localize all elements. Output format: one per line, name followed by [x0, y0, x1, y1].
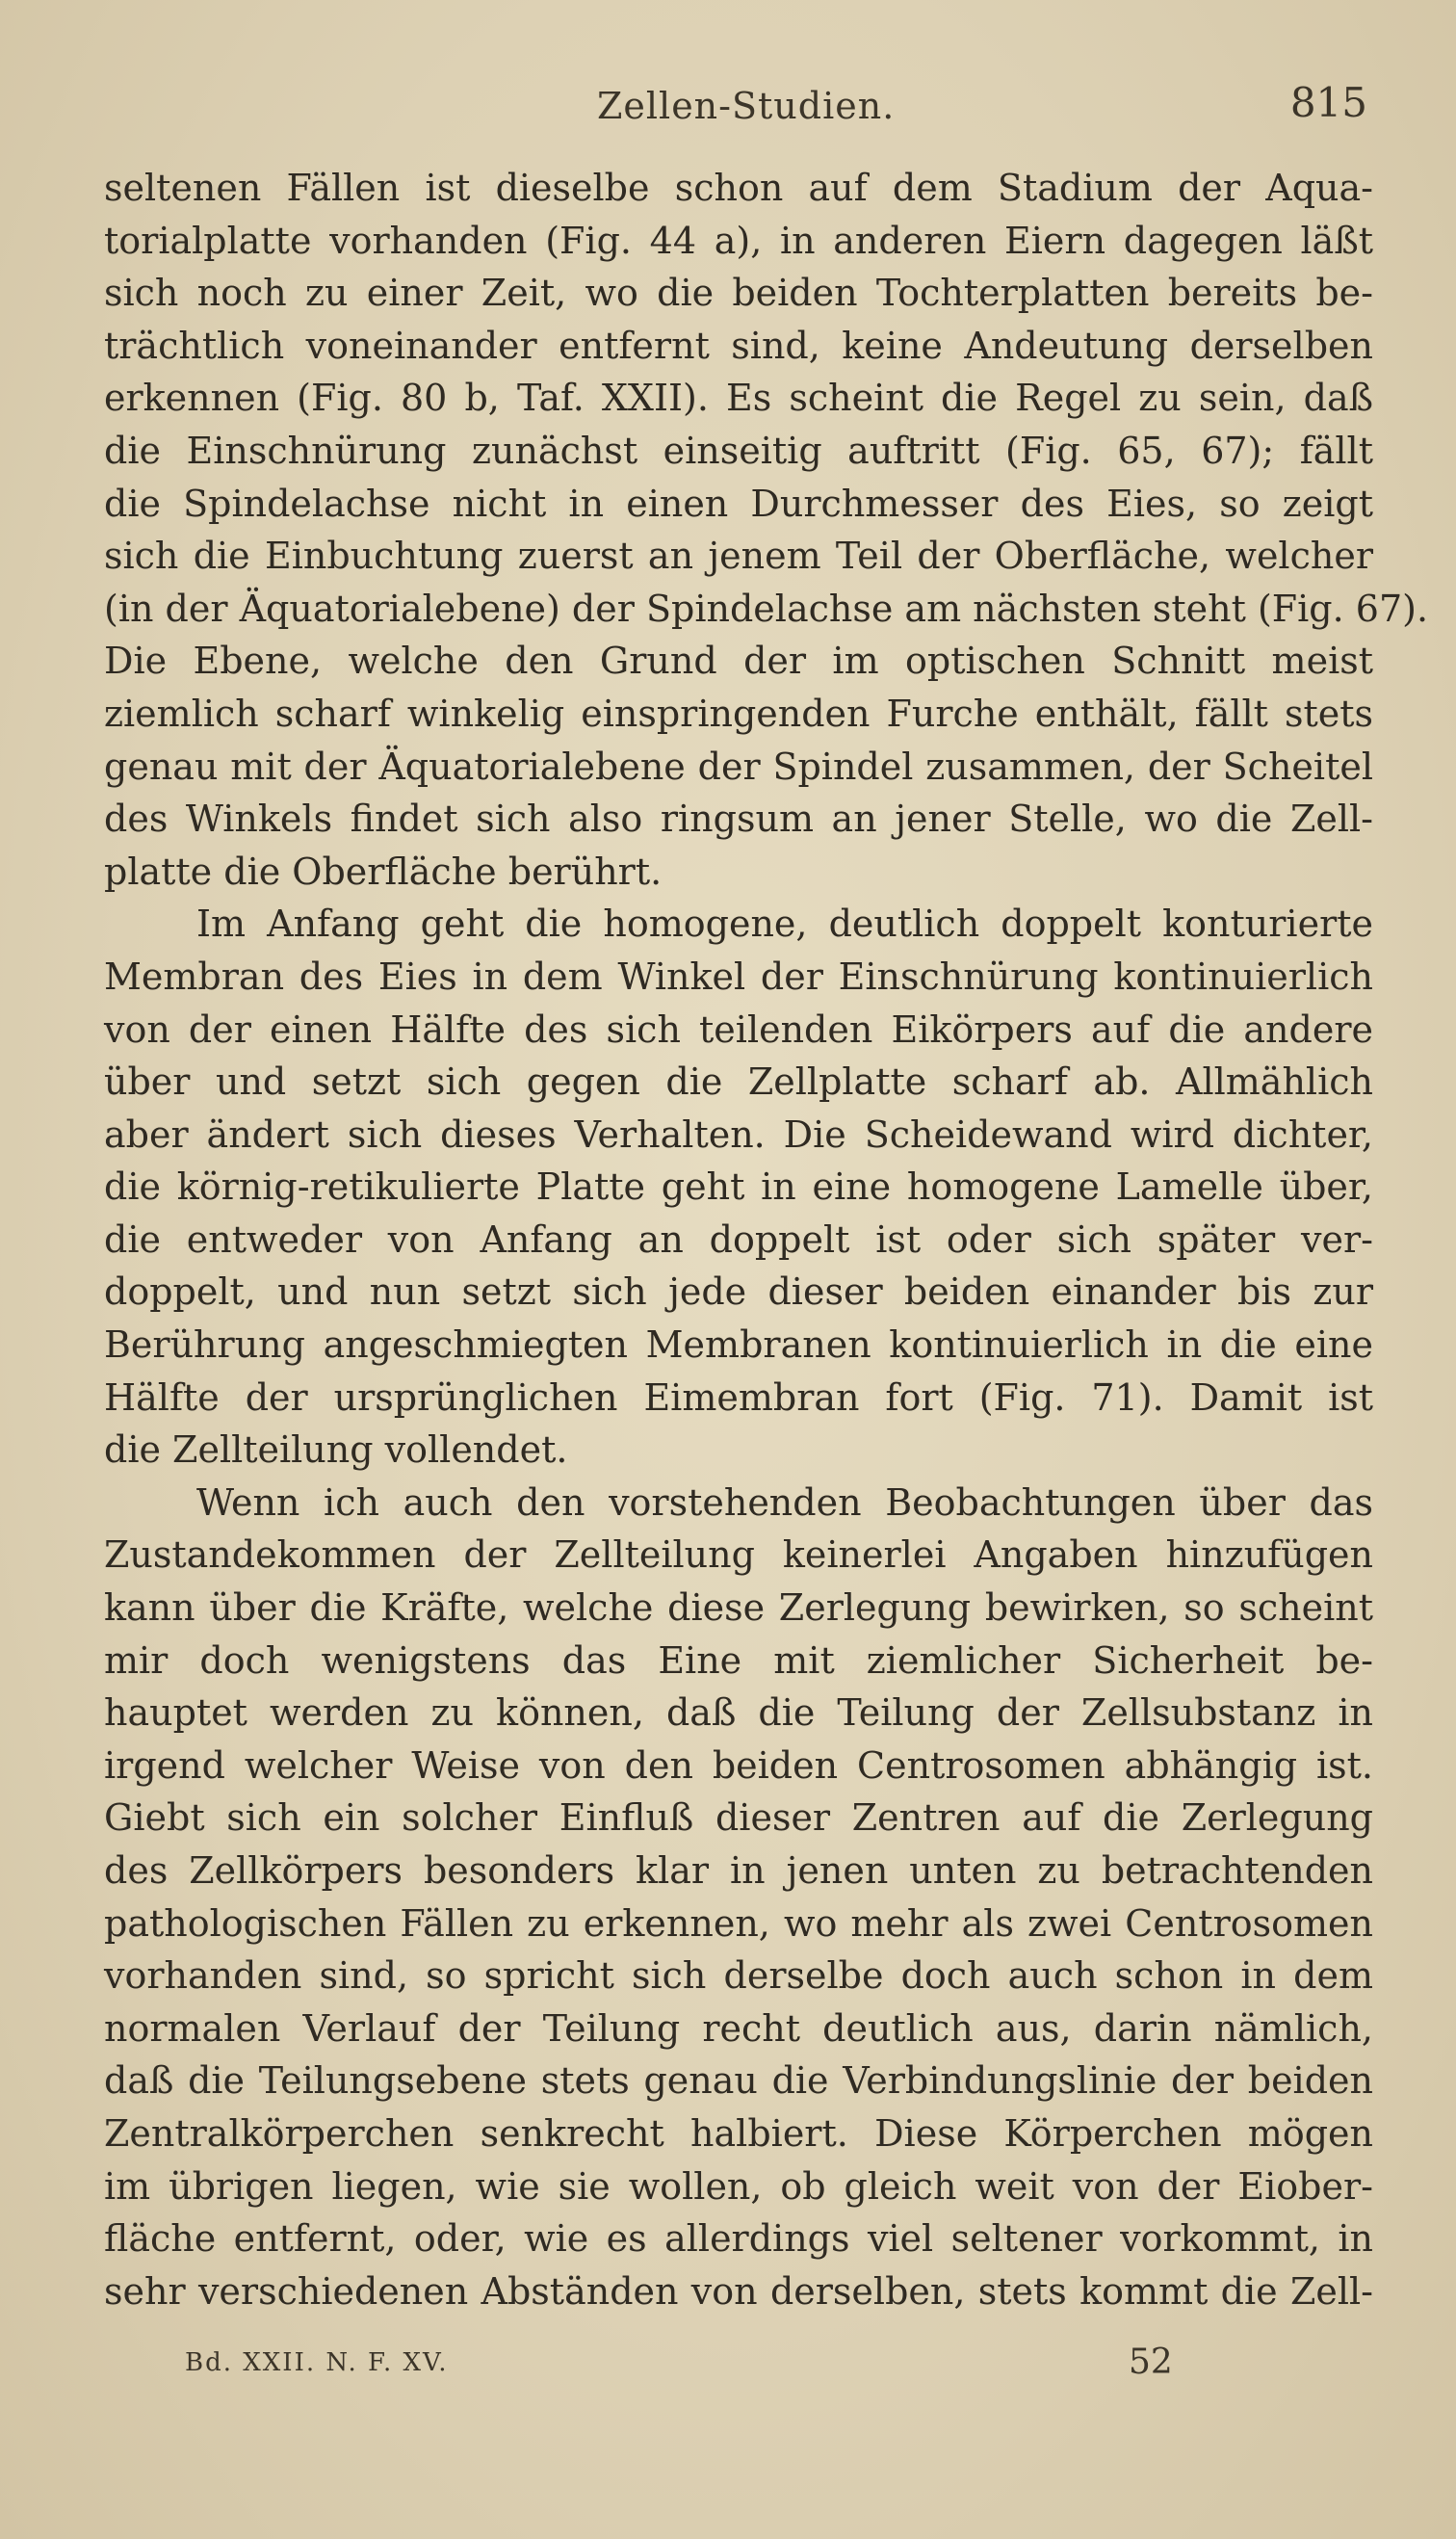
body-text	[104, 162, 1429, 2317]
text-line: torialplatte vorhanden (Fig. 44 a), in anderen Eiern dagegen läßt	[104, 219, 1373, 262]
page-number: 815	[1289, 79, 1367, 126]
text-line: von der einen Hälfte des sich teilenden Eikörpers auf die andere	[104, 1008, 1373, 1051]
text-line: die Zellteilung vollendet.	[104, 1428, 568, 1472]
text-line: die körnig-retikulierte Platte geht in eine homogene Lamelle über,	[104, 1165, 1373, 1209]
text-line: (in der Äquatorialebene) der Spindelachse am nächsten steht (Fig. 67).	[104, 587, 1429, 630]
text-line: sich noch zu einer Zeit, wo die beiden Tochterplatten bereits be-	[104, 272, 1373, 315]
text-line: Berührung angeschmiegten Membranen kontinuierlich in die eine	[104, 1323, 1373, 1367]
text-line: doppelt, und nun setzt sich jede dieser beiden einander bis zur	[104, 1270, 1373, 1314]
text-line: pathologischen Fällen zu erkennen, wo mehr als zwei Centrosomen	[104, 1901, 1373, 1945]
sheet-number: 52	[1129, 2343, 1173, 2382]
text-line: sich die Einbuchtung zuerst an jenem Teil der Oberfläche, welcher	[104, 535, 1373, 578]
page-header	[106, 79, 1367, 137]
text-line: im übrigen liegen, wie sie wollen, ob gleich weit von der Eiober-	[104, 2164, 1373, 2208]
text-line: des Winkels findet sich also ringsum an jener Stelle, wo die Zell-	[104, 798, 1373, 841]
text-line: ziemlich scharf winkelig einspringenden Furche enthält, fällt stets	[104, 692, 1373, 735]
text-line: die entweder von Anfang an doppelt ist oder sich später ver-	[104, 1217, 1373, 1261]
text-line: Zentralkörperchen senkrecht halbiert. Diese Körperchen mögen	[104, 2111, 1373, 2155]
text-line: mir doch wenigstens das Eine mit ziemlicher Sicherheit be-	[104, 1638, 1373, 1682]
text-line: aber ändert sich dieses Verhalten. Die Scheidewand wird dichter,	[104, 1112, 1373, 1156]
running-title: Zellen-Studien.	[597, 85, 896, 127]
text-line: Im Anfang geht die homogene, deutlich doppelt konturierte	[196, 903, 1373, 946]
text-line: erkennen (Fig. 80 b, Taf. XXII). Es scheint die Regel zu sein, daß	[104, 377, 1373, 420]
text-line: über und setzt sich gegen die Zellplatte scharf ab. Allmählich	[104, 1060, 1373, 1104]
text-line: fläche entfernt, oder, wie es allerdings viel seltener vorkommt, in	[104, 2217, 1373, 2261]
text-line: kann über die Kräfte, welche diese Zerlegung bewirken, so scheint	[104, 1586, 1373, 1630]
text-line: seltenen Fällen ist dieselbe schon auf dem Stadium der Aqua-	[104, 167, 1373, 209]
text-line: genau mit der Äquatorialebene der Spindel zusammen, der Scheitel	[104, 745, 1373, 788]
text-line: Giebt sich ein solcher Einfluß dieser Zentren auf die Zerlegung	[104, 1796, 1373, 1840]
text-line: Membran des Eies in dem Winkel der Einschnürung kontinuierlich	[104, 955, 1373, 998]
text-line: Hälfte der ursprünglichen Eimembran fort (Fig. 71). Damit ist	[104, 1375, 1373, 1419]
page-footer	[106, 2343, 1367, 2391]
signature-mark: Bd. XXII. N. F. XV.	[185, 2348, 449, 2377]
text-line: Wenn ich auch den vorstehenden Beobachtungen über das	[196, 1480, 1373, 1524]
text-line: die Einschnürung zunächst einseitig auftritt (Fig. 65, 67); fällt	[104, 429, 1373, 472]
text-line: normalen Verlauf der Teilung recht deutlich aus, darin nämlich,	[104, 2006, 1373, 2050]
text-line: Die Ebene, welche den Grund der im optischen Schnitt meist	[104, 640, 1373, 683]
text-line: sehr verschiedenen Abständen von derselben, stets kommt die Zell-	[104, 2269, 1373, 2313]
text-line: irgend welcher Weise von den beiden Centrosomen abhängig ist.	[104, 1743, 1373, 1787]
text-line: vorhanden sind, so spricht sich derselbe doch auch schon in dem	[104, 1954, 1373, 1998]
text-line: die Spindelachse nicht in einen Durchmesser des Eies, so zeigt	[104, 482, 1373, 525]
text-line: platte die Oberfläche berührt.	[104, 850, 663, 893]
text-line: trächtlich voneinander entfernt sind, keine Andeutung derselben	[104, 324, 1373, 367]
text-line: daß die Teilungsebene stets genau die Verbindungslinie der beiden	[104, 2059, 1373, 2103]
text-line: hauptet werden zu können, daß die Teilung der Zellsubstanz in	[104, 1691, 1373, 1735]
text-line: des Zellkörpers besonders klar in jenen unten zu betrachtenden	[104, 1849, 1373, 1892]
text-line: Zustandekommen der Zellteilung keinerlei Angaben hinzufügen	[104, 1533, 1373, 1577]
